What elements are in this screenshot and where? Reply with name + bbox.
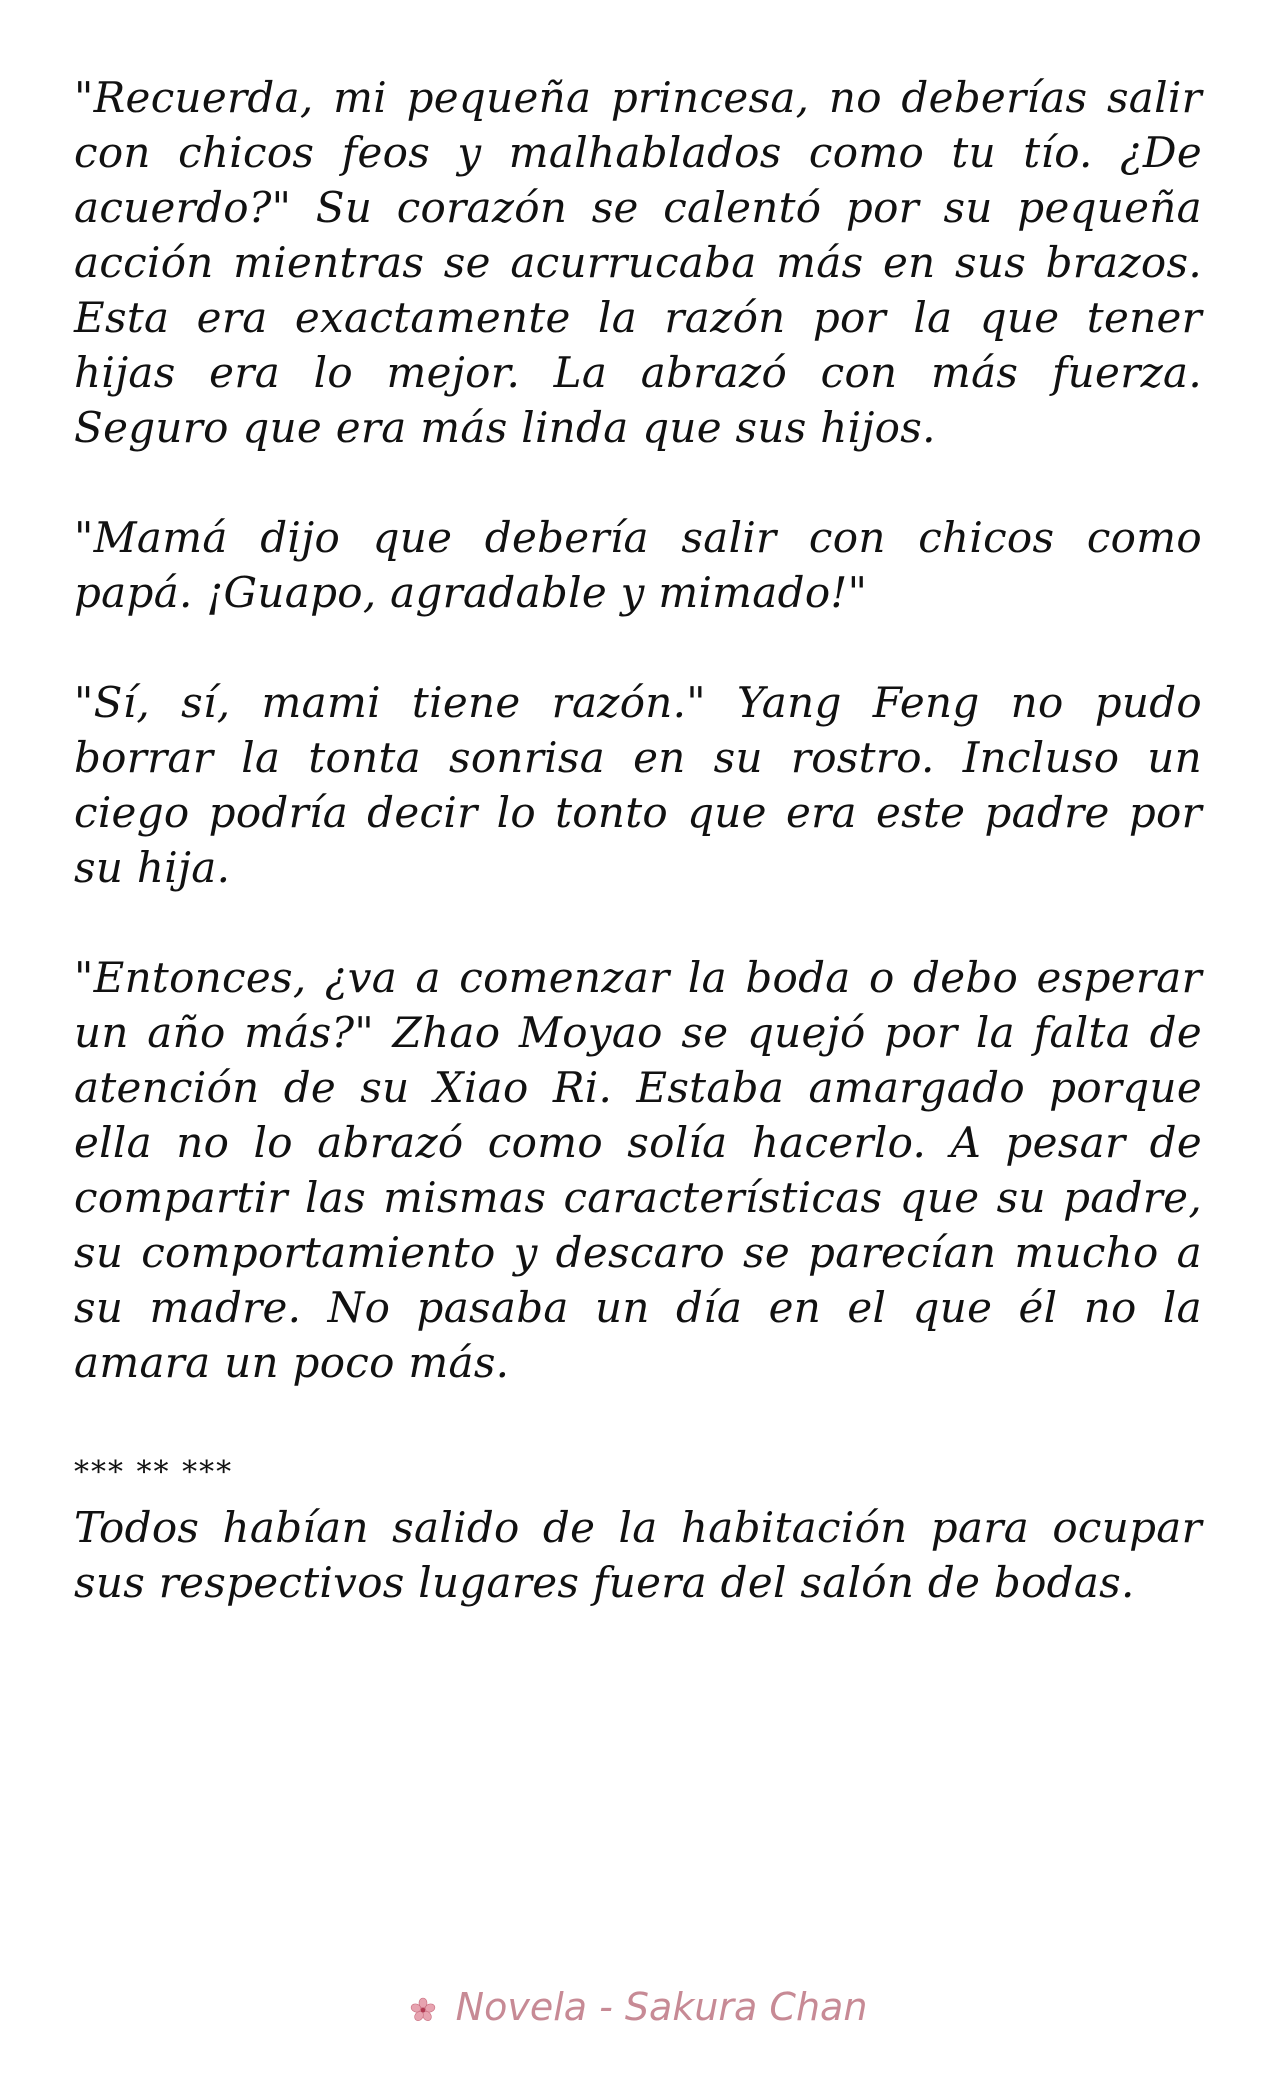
paragraph-4: "Entonces, ¿va a comenzar la boda o debo esperar un año más?" Zhao Moyao se quejó por la falta de atención de su Xiao Ri. Estaba amargado porque ella no lo abrazó como solía hacerlo. A pesar de compartir las mismas características que su padre, su comportamiento y descaro se parecían mucho a su madre. No pasaba un día en el que él no la amara un poco más. <box>74 953 1202 1387</box>
footer-text: Novela - Sakura Chan <box>455 1985 868 2029</box>
closing-paragraph: Todos habían salido de la habitación para ocupar sus respectivos lugares fuera del salón de bodas. <box>74 1503 1202 1607</box>
scene-separator: *** ** *** <box>74 1455 234 1490</box>
watermark-footer <box>0 1982 1275 2032</box>
document-body <box>74 70 1202 1665</box>
cherry-blossom-icon <box>408 1995 438 2025</box>
paragraph-3: "Sí, sí, mami tiene razón." Yang Feng no pudo borrar la tonta sonrisa en su rostro. Incluso un ciego podría decir lo tonto que era este padre por su hija. <box>74 678 1202 892</box>
paragraph-2: "Mamá dijo que debería salir con chicos como papá. ¡Guapo, agradable y mimado!" <box>74 513 1202 617</box>
paragraph-1: "Recuerda, mi pequeña princesa, no deberías salir con chicos feos y malhablados como tu tío. ¿De acuerdo?" Su corazón se calentó por su pequeña acción mientras se acurrucaba más en sus brazos. Esta era exactamente la razón por la que tener hijas era lo mejor. La abrazó con más fuerza. Seguro que era más linda que sus hijos. <box>74 73 1202 452</box>
